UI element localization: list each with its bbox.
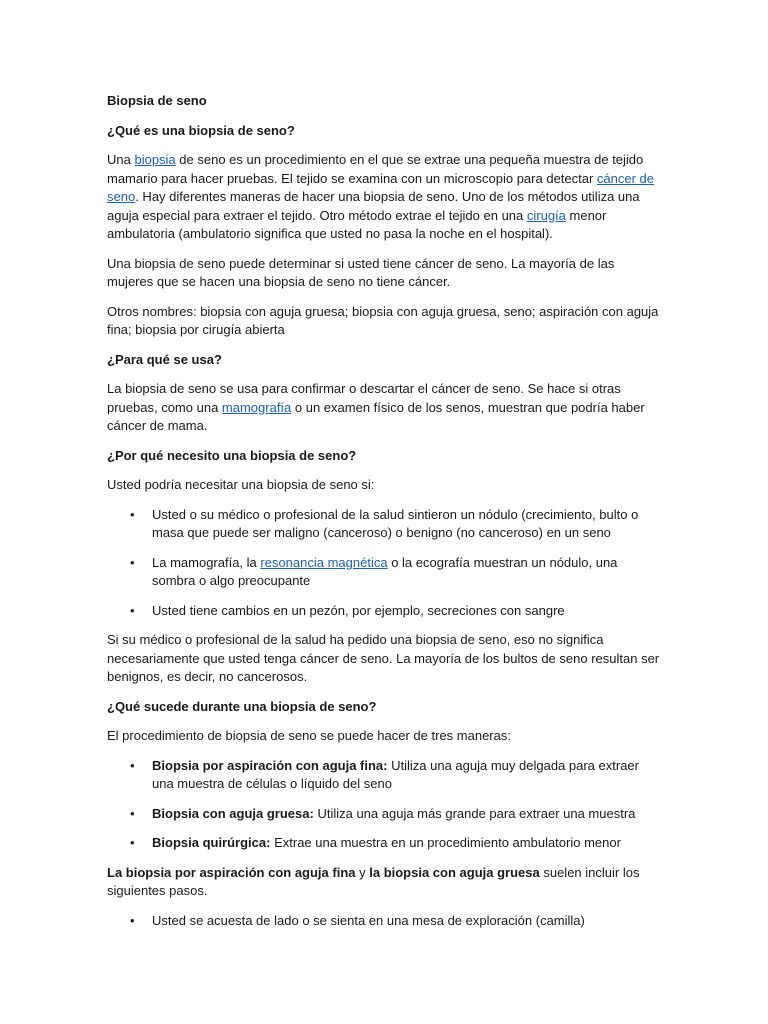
document-title: Biopsia de seno [107, 93, 207, 108]
bullet-icon: • [130, 602, 135, 618]
paragraph-other-names: Otros nombres: biopsia con aguja gruesa; biopsia con aguja gruesa, seno; aspiración con aguja fina; biopsia por cirugía abierta [107, 303, 659, 337]
heading-por-que: ¿Por qué necesito una biopsia de seno? [107, 447, 357, 463]
bullet-icon: • [130, 805, 135, 821]
document-page [107, 92, 663, 941]
list-item: • Biopsia quirúrgica: Extrae una muestra en un procedimiento ambulatorio menor [107, 834, 663, 853]
bullet-icon: • [130, 506, 135, 522]
list-item: • Usted se acuesta de lado o se sienta en una mesa de exploración (camilla) [107, 912, 663, 931]
list-item: • Biopsia con aguja gruesa: Utiliza una aguja más grande para extraer una muestra [107, 805, 663, 824]
list-methods [107, 757, 663, 853]
list-item: • Usted tiene cambios en un pezón, por ejemplo, secreciones con sangre [107, 602, 663, 621]
paragraph-steps-intro: La biopsia por aspiración con aguja fina y la biopsia con aguja gruesa suelen incluir los siguientes pasos. [107, 864, 640, 898]
link-cancer-de-seno[interactable]: cáncer de seno [107, 170, 655, 204]
link-mamografia[interactable]: mamografía [221, 399, 292, 415]
bullet-icon: • [130, 912, 135, 928]
list-item: • Biopsia por aspiración con aguja fina: Utiliza una aguja muy delgada para extraer una muestra de células o líquido del seno [130, 757, 639, 791]
paragraph-determine: Una biopsia de seno puede determinar si usted tiene cáncer de seno. La mayoría de las mujeres que se hacen una biopsia de seno no tiene cáncer. [107, 255, 615, 289]
paragraph-definition: Una biopsia de seno es un procedimiento en el que se extrae una pequeña muestra de tejido mamario para hacer pruebas. El tejido se examina con un microscopio para detectar cáncer de seno. Hay diferentes maneras de hacer una biopsia de seno. Uno de los métodos utiliza una aguja especial para extraer el tejido. Otro método extrae el tejido en una cirugía menor ambulatoria (ambulatorio significa que usted no pasa la noche en el hospital). [107, 152, 655, 241]
list-item: • La mamografía, la resonancia magnética o la ecografía muestran un nódulo, una sombra o algo preocupante [130, 554, 618, 588]
link-resonancia-magnetica[interactable]: resonancia magnética [260, 554, 388, 570]
bullet-icon: • [130, 757, 135, 773]
paragraph-need-if: Usted podría necesitar una biopsia de seno si: [107, 477, 375, 492]
paragraph-uses: La biopsia de seno se usa para confirmar o descartar el cáncer de seno. Se hace si otras pruebas, como una mamografía o un examen físico de los senos, muestran que podría haber cáncer de mama. [107, 381, 645, 433]
link-cirugia[interactable]: cirugía [526, 207, 566, 223]
list-reasons [107, 506, 663, 621]
heading-que-es: ¿Qué es una biopsia de seno? [107, 122, 295, 138]
list-item: • Usted o su médico o profesional de la salud sintieron un nódulo (crecimiento, bulto o masa que puede ser maligno (canceroso) o benigno (no canceroso) en un seno [130, 506, 639, 540]
list-steps [107, 912, 663, 931]
bullet-icon: • [130, 835, 135, 850]
link-biopsia[interactable]: biopsia [134, 152, 176, 167]
heading-para-que: ¿Para qué se usa? [107, 351, 222, 367]
paragraph-not-necessarily: Si su médico o profesional de la salud ha pedido una biopsia de seno, eso no significa necesariamente que usted tenga cáncer de seno. La mayoría de los bultos de seno resultan ser benignos, es decir, no cancerosos. [107, 632, 660, 684]
bullet-icon: • [130, 554, 135, 570]
heading-que-sucede: ¿Qué sucede durante una biopsia de seno? [107, 698, 377, 714]
paragraph-three-ways: El procedimiento de biopsia de seno se puede hacer de tres maneras: [107, 728, 511, 743]
